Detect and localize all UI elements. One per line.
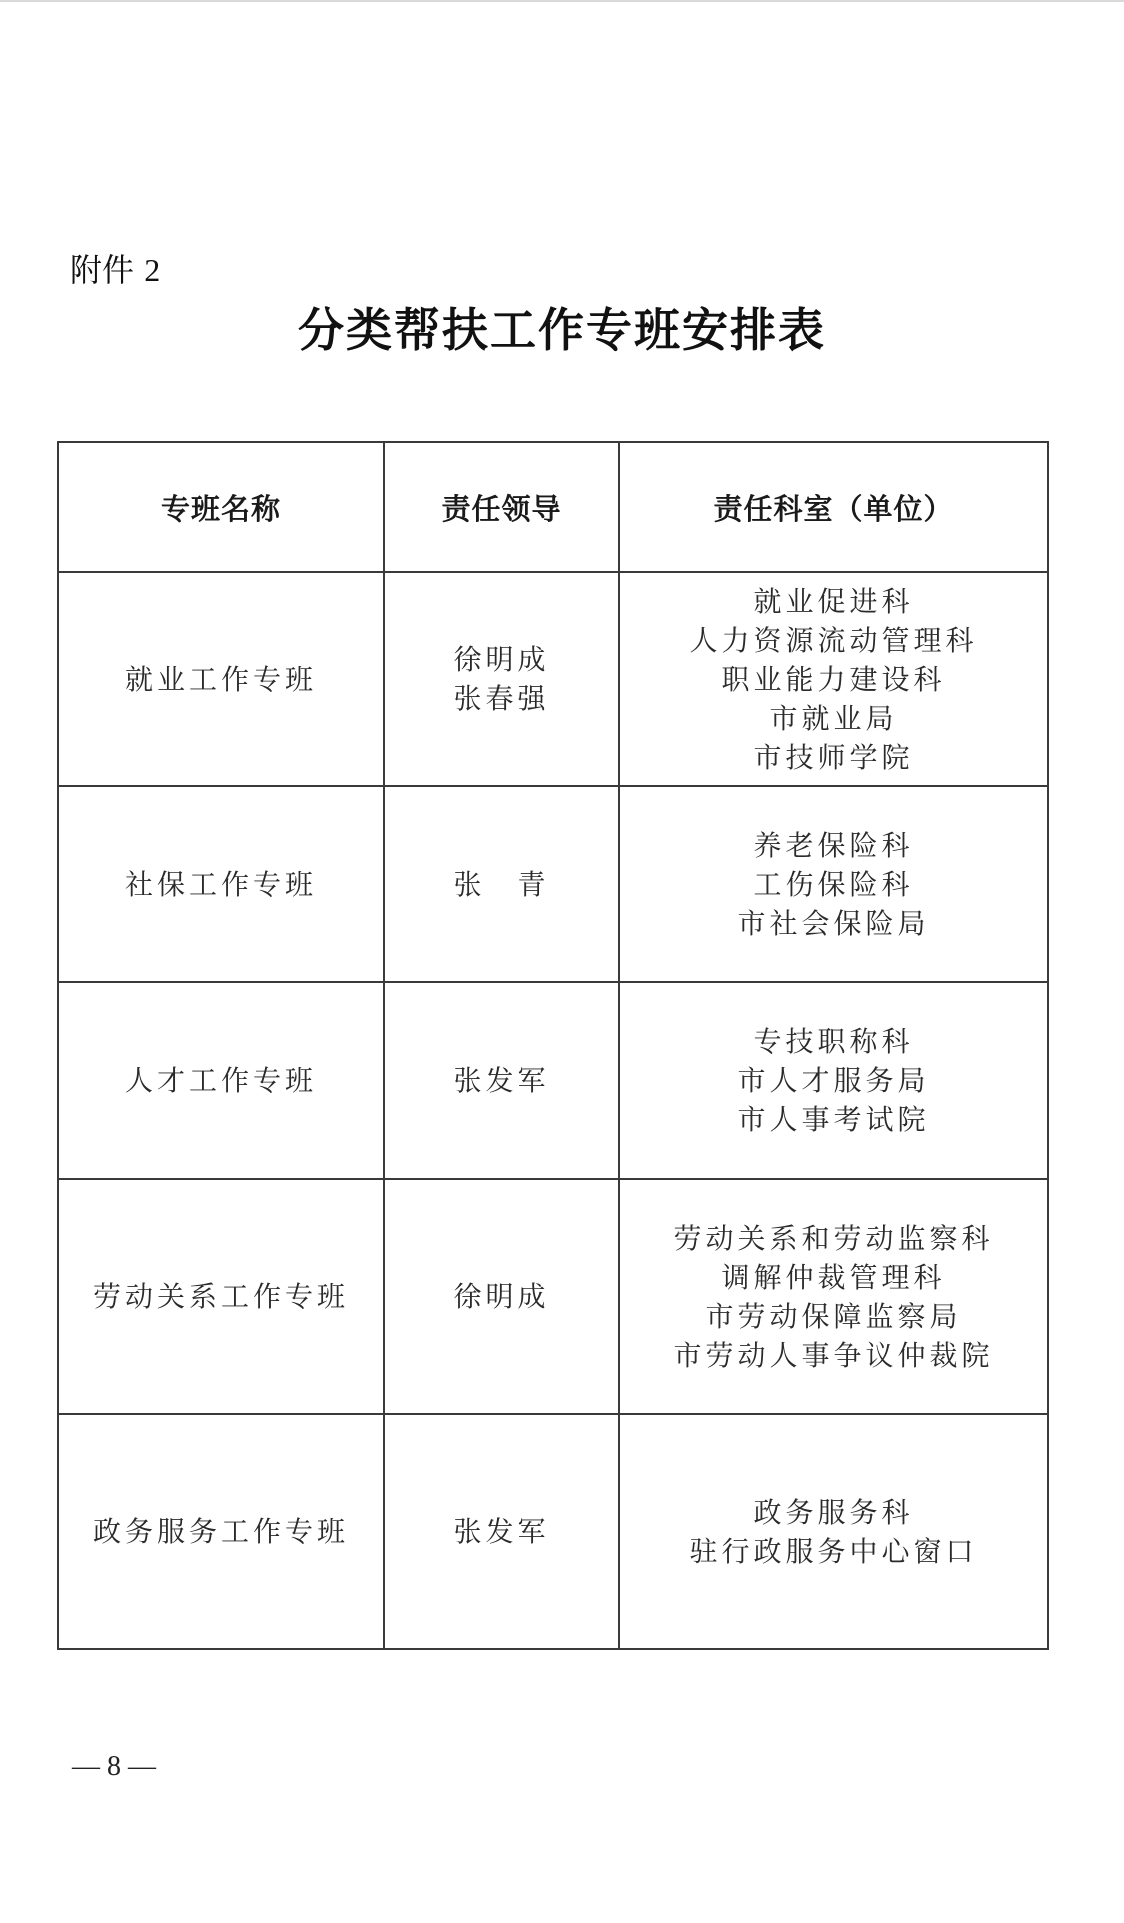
- department-name: 市就业局: [769, 701, 898, 735]
- page-title: 分类帮扶工作专班安排表: [298, 303, 826, 357]
- attachment-number: 2: [144, 252, 161, 288]
- department-name: 驻行政服务中心窗口: [689, 1534, 978, 1568]
- team-name-cell: 劳动关系工作专班: [58, 1179, 384, 1414]
- table-row: [58, 1414, 1048, 1649]
- department-name: 市劳动人事争议仲裁院: [673, 1338, 994, 1372]
- department-name: 政务服务科: [753, 1495, 914, 1529]
- department-cell: [619, 1414, 1048, 1649]
- work-team-table: [57, 441, 1049, 1650]
- leader-name: 张 青: [453, 867, 550, 901]
- table-row: [58, 786, 1048, 982]
- table-row: [58, 1179, 1048, 1414]
- department-cell: [619, 786, 1048, 982]
- team-name-cell: 人才工作专班: [58, 982, 384, 1179]
- team-name-cell: 社保工作专班: [58, 786, 384, 982]
- leader-cell: [384, 572, 619, 786]
- department-name: 市劳动保障监察局: [705, 1299, 962, 1333]
- department-name: 人力资源流动管理科: [689, 623, 978, 657]
- department-name: 劳动关系和劳动监察科: [673, 1221, 994, 1255]
- department-name: 市人事考试院: [737, 1103, 930, 1136]
- table-header-row: [58, 442, 1048, 572]
- header-team-name: 专班名称: [58, 442, 384, 572]
- department-name: 专技职称科: [753, 1025, 914, 1058]
- leader-cell: [384, 982, 619, 1179]
- header-leader: 责任领导: [384, 442, 619, 572]
- leader-cell: [384, 786, 619, 982]
- department-name: 职业能力建设科: [721, 662, 946, 696]
- leader-cell: [384, 1414, 619, 1649]
- department-name: 市社会保险局: [737, 906, 930, 940]
- page-number: — 8 —: [72, 1751, 156, 1782]
- department-name: 市人才服务局: [737, 1064, 930, 1097]
- table-row: [58, 982, 1048, 1179]
- attachment-label: [70, 250, 160, 290]
- leader-name: 徐明成: [453, 1280, 550, 1313]
- leader-name: 张春强: [453, 682, 550, 715]
- department-name: 调解仲裁管理科: [721, 1260, 946, 1294]
- header-department: 责任科室（单位）: [619, 442, 1048, 572]
- department-cell: [619, 572, 1048, 786]
- leader-name: 张发军: [453, 1064, 550, 1097]
- department-cell: [619, 982, 1048, 1179]
- top-divider: [0, 0, 1124, 2]
- leader-name: 徐明成: [453, 643, 550, 676]
- leader-name: 张发军: [453, 1515, 550, 1548]
- department-name: 工伤保险科: [753, 867, 914, 901]
- table-row: [58, 572, 1048, 786]
- department-name: 市技师学院: [753, 740, 914, 774]
- attachment-label-text: 附件: [70, 251, 135, 289]
- department-name: 养老保险科: [753, 828, 914, 862]
- team-name-cell: 政务服务工作专班: [58, 1414, 384, 1649]
- department-cell: [619, 1179, 1048, 1414]
- leader-cell: [384, 1179, 619, 1414]
- team-name-cell: 就业工作专班: [58, 572, 384, 786]
- department-name: 就业促进科: [753, 584, 914, 618]
